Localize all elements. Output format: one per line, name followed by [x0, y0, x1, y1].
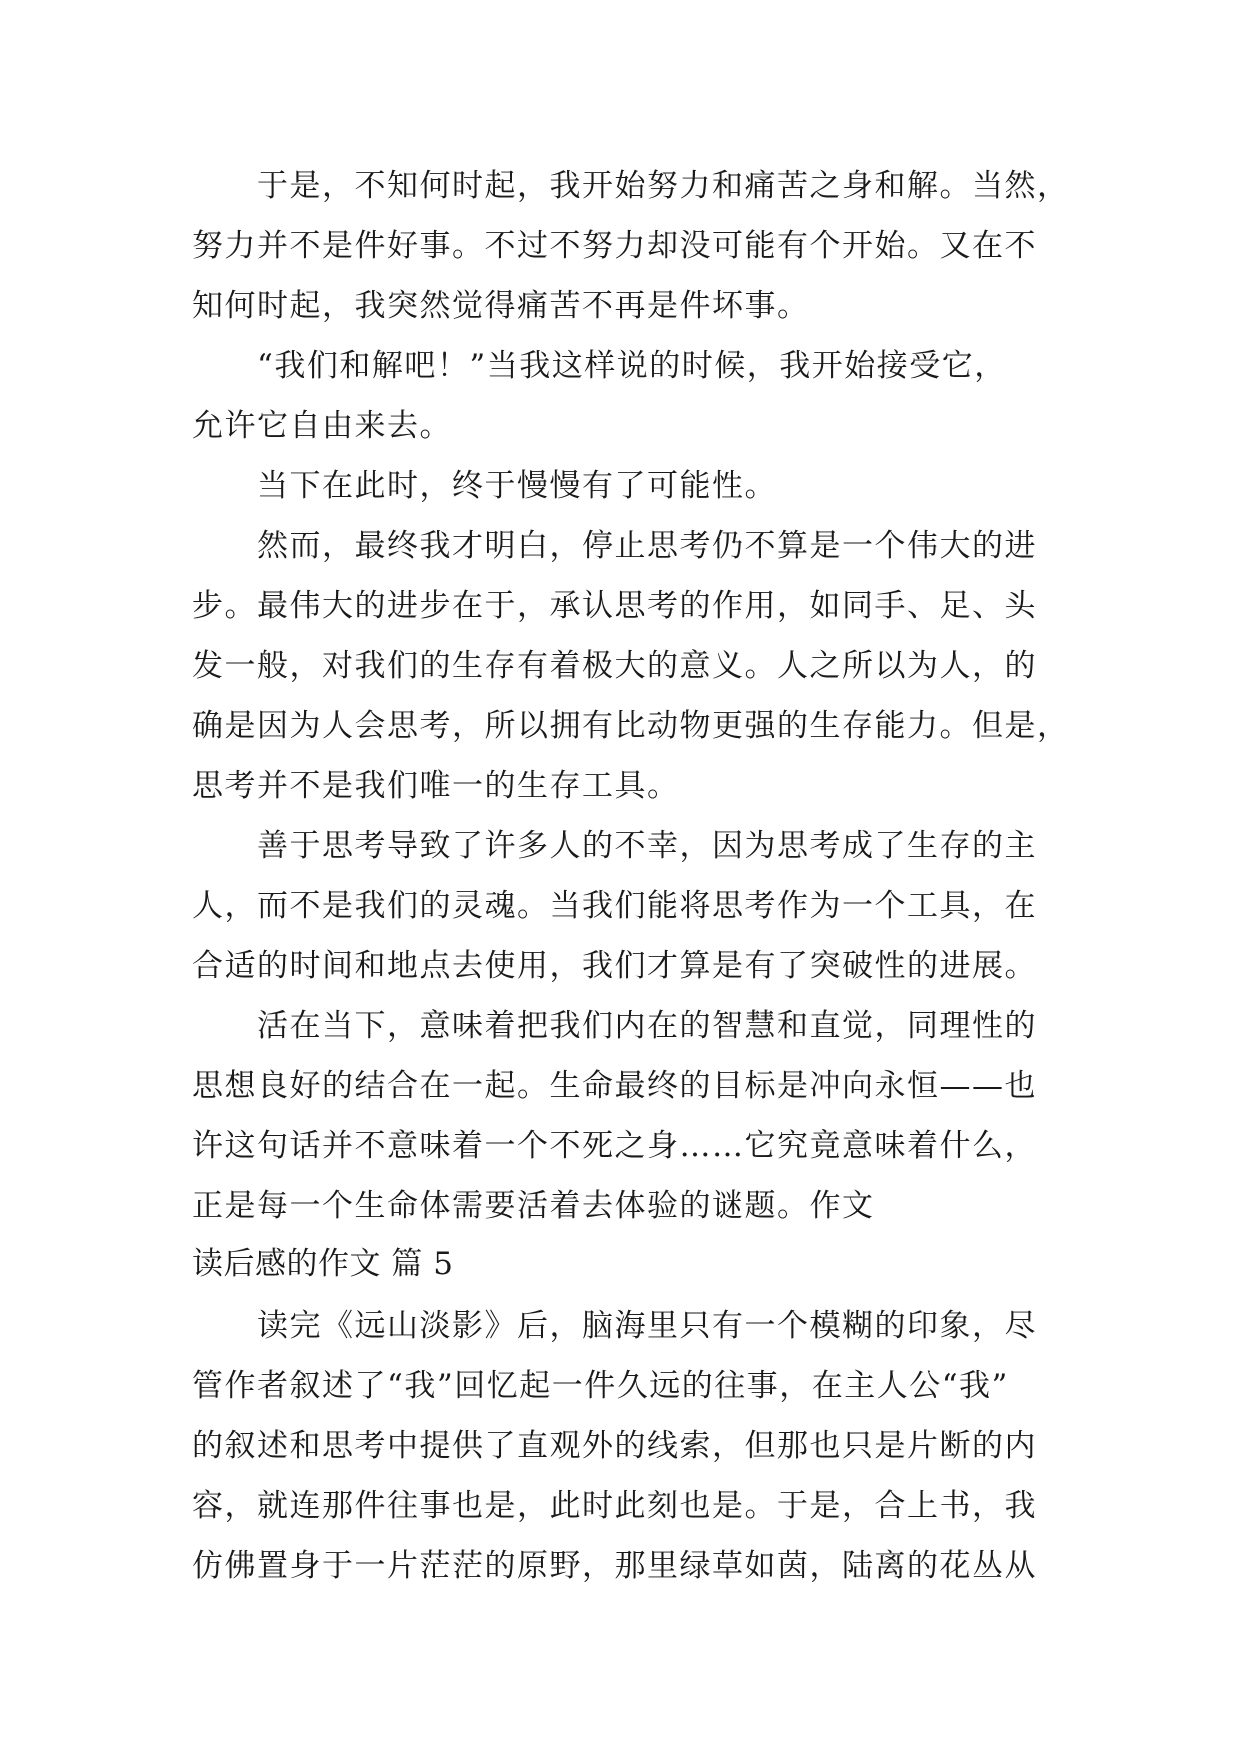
paragraph-line: 仿佛置身于一片茫茫的原野，那里绿草如茵，陆离的花丛从 [192, 1548, 1037, 1584]
paragraph-line: 思想良好的结合在一起。生命最终的目标是冲向永恒——也 [192, 1068, 1037, 1104]
paragraph-line: 许这句话并不意味着一个不死之身……它究竟意味着什么， [192, 1128, 1037, 1164]
paragraph-line: “我们和解吧！”当我这样说的时候，我开始接受它， [257, 348, 1007, 384]
paragraph-line: 知何时起，我突然觉得痛苦不再是件坏事。 [192, 288, 810, 324]
paragraph-line: 努力并不是件好事。不过不努力却没可能有个开始。又在不 [192, 228, 1037, 264]
paragraph-line: 管作者叙述了“我”回忆起一件久远的往事，在主人公“我” [192, 1368, 1009, 1404]
paragraph-line: 然而，最终我才明白，停止思考仍不算是一个伟大的进 [257, 528, 1037, 564]
paragraph-line: 思考并不是我们唯一的生存工具。 [192, 768, 680, 804]
paragraph-line: 活在当下，意味着把我们内在的智慧和直觉，同理性的 [257, 1008, 1037, 1044]
paragraph-line: 容，就连那件往事也是，此时此刻也是。于是，合上书，我 [192, 1488, 1037, 1524]
section-heading: 读后感的作文 篇 5 [192, 1246, 454, 1282]
paragraph-line: 的叙述和思考中提供了直观外的线索，但那也只是片断的内 [192, 1428, 1037, 1464]
paragraph-line: 于是，不知何时起，我开始努力和痛苦之身和解。当然， [257, 168, 1070, 204]
paragraph-line: 人，而不是我们的灵魂。当我们能将思考作为一个工具，在 [192, 888, 1037, 924]
paragraph-line: 确是因为人会思考，所以拥有比动物更强的生存能力。但是， [192, 708, 1070, 744]
paragraph-line: 当下在此时，终于慢慢有了可能性。 [257, 468, 777, 504]
paragraph-line: 步。最伟大的进步在于，承认思考的作用，如同手、足、头 [192, 588, 1037, 624]
paragraph-line: 允许它自由来去。 [192, 408, 452, 444]
paragraph-line: 合适的时间和地点去使用，我们才算是有了突破性的进展。 [192, 948, 1037, 984]
paragraph-line: 发一般，对我们的生存有着极大的意义。人之所以为人，的 [192, 648, 1037, 684]
paragraph-line: 善于思考导致了许多人的不幸，因为思考成了生存的主 [257, 828, 1037, 864]
paragraph-line: 正是每一个生命体需要活着去体验的谜题。作文 [192, 1188, 875, 1224]
paragraph-line: 读完《远山淡影》后，脑海里只有一个模糊的印象，尽 [257, 1308, 1037, 1344]
